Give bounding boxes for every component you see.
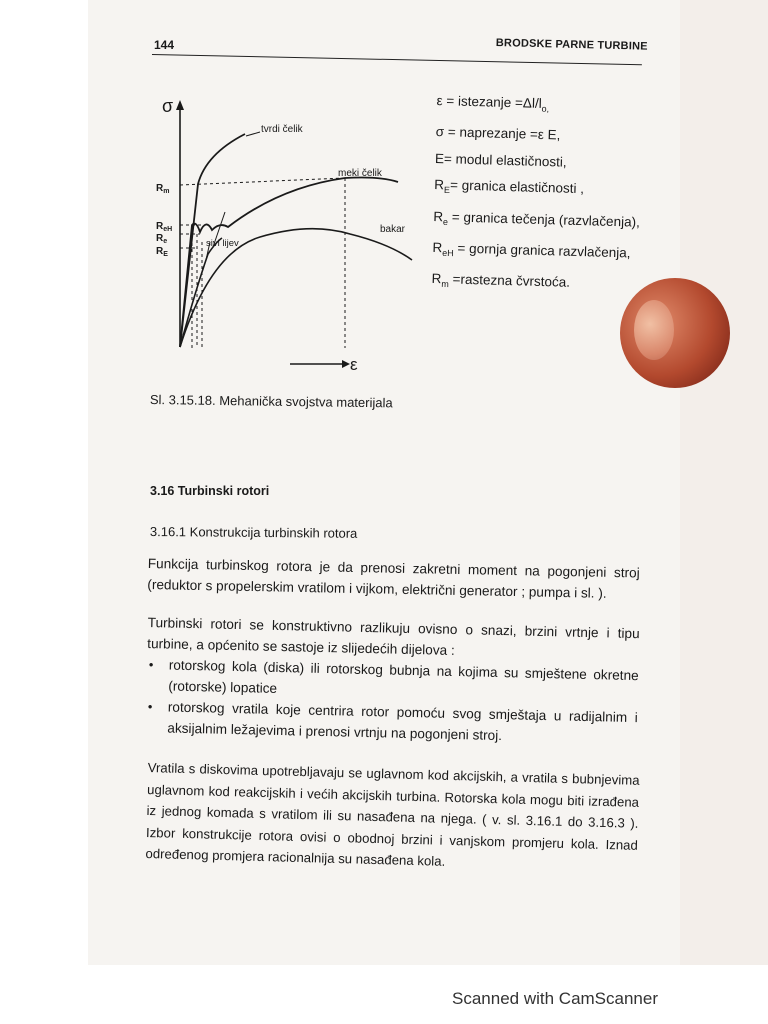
curve-label-meki: meki čelik [338,168,382,179]
rotor-parts-list [145,654,639,749]
curve-meki-celik [180,178,398,348]
x-axis-arrow [342,360,350,368]
tick-label-re: $R_e$ [156,233,168,245]
finger-nail [634,300,674,360]
y-axis-arrow [176,100,184,110]
section-heading: 3.16 Turbinski rotori [150,484,270,498]
page-edge-background [680,0,768,965]
curve-label-tvrdi: tvrdi čelik [261,124,303,135]
legend-line-7: $R_m$ =rastezna čvrstoća. [431,271,571,291]
paragraph-function: Funkcija turbinskog rotora je da prenosi zakretni moment na pogonjeni stroj (reduktor s propelerskim vratilom i vijkom, električni generator ; pumpa i sl. ). [147,555,640,601]
legend-line-6: $R_{eH}$ = gornja granica razvlačenja, [432,239,631,261]
tick-label-reh: $R_{eH}$ [156,221,173,233]
paragraph-shafts: Vratila s diskovima upotrebljavaju se uglavnom kod akcijskih, a vratila s bubnjevima uglavnom kod reakcijskih i većih akcijskih turbina. Rotorska kola mogu biti izrađena iz jednog komada s vratilom ili su nasađena na njega. ( v. sl. 3.16.1 do 3.16.3 ). Izbor konstrukcije rotora ovisi o obodnoj brzini i vanjskom promjeru kola. Iznad određenog promjera racionalnija su nasađena kola. [145,759,640,869]
legend-line-3: E= modul elastičnosti, [434,150,567,170]
figure-caption: Sl. 3.15.18. Mehanička svojstva materijala [149,392,393,411]
list-item: • rotorskog kola (diska) ili rotorskog bubnja na kojima su smještene okretne (rotorske) lopatice [168,654,639,707]
figure-legend [431,88,643,303]
legend-line-5: $R_e$ = granica tečenja (razvlačenja), [433,208,641,230]
running-header: BRODSKE PARNE TURBINE [495,37,648,53]
rm-guide [180,178,345,185]
paragraph-rotor-parts [145,612,640,749]
legend-line-2: σ = naprezanje =ε E, [435,124,561,143]
curve-label-sivi: sivi lijev [206,238,239,249]
y-axis-label: σ [162,96,174,116]
tick-label-rE: $R_E$ [156,246,168,258]
pointer-tvrdi [246,132,260,136]
list-item: • rotorskog vratila koje centrira rotor pomoću svog smještaja u radijalnim i aksijalnim ležajevima i prenosi vrtnju na pogonjeni stroj. [167,696,638,749]
page-number: 144 [154,38,175,52]
paragraph-rotor-parts-intro: Turbinski rotori se konstruktivno razlikuju ovisno o snazi, brzini vrtnje i tipu turbine, a općenito se sastoje iz slijedećih dijelova : [147,614,640,658]
x-axis-label: ε [350,355,358,374]
stress-strain-figure [150,92,440,377]
legend-line-1: ε = istezanje $=\Delta l/l_{o,}$ [436,92,550,114]
subsection-heading: 3.16.1 Konstrukcija turbinskih rotora [149,524,358,541]
tick-label-rm: $R_m$ [156,183,170,195]
curve-label-bakar: bakar [380,224,406,235]
legend-line-4: $R_E=$ granica elastičnosti , [434,177,585,197]
camscanner-watermark: Scanned with CamScanner [452,989,659,1008]
